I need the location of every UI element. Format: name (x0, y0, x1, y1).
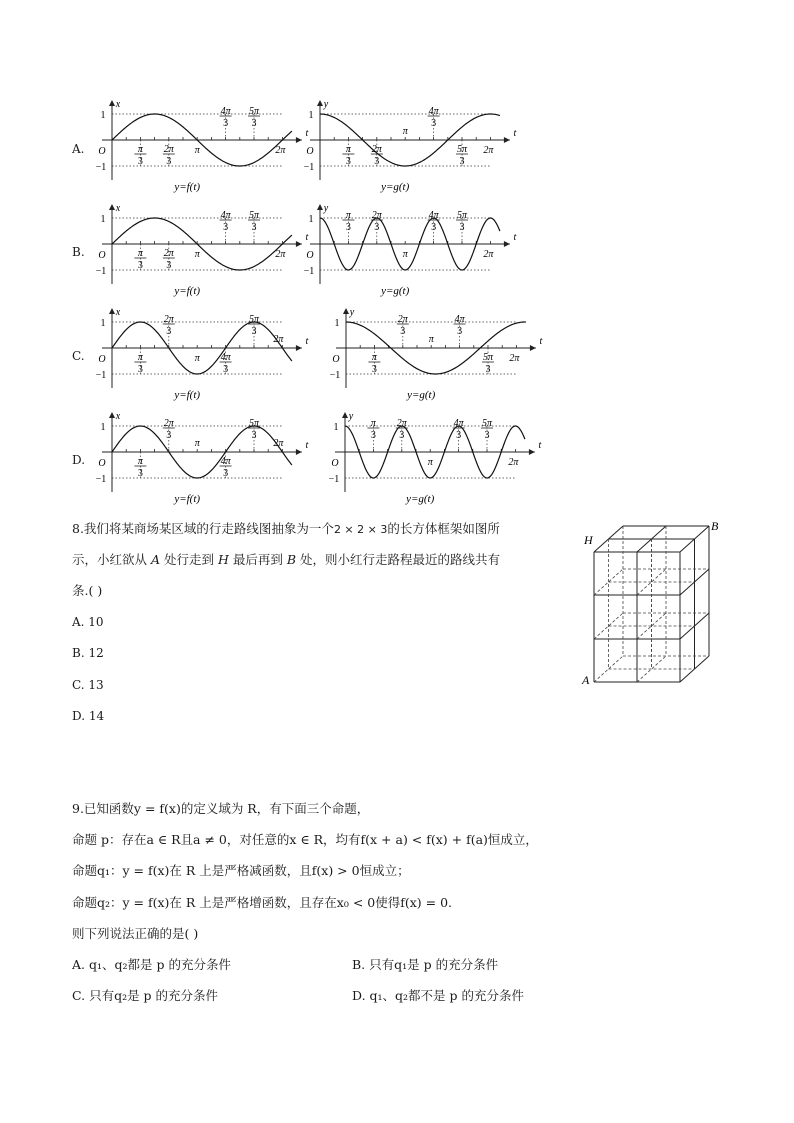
tick-label-4-num: 5π (248, 210, 260, 221)
tick-label-1-num: 2π (371, 144, 382, 155)
q9-line-3: 命题q₁：y = f(x)在 R 上是严格减函数，且f(x) > 0恒成立； (72, 863, 410, 878)
cuboid-figure (575, 512, 725, 692)
t-axis-label: t (513, 232, 517, 243)
tick-label-3-num: 4π (428, 106, 439, 117)
point-h: H (217, 552, 229, 567)
y-tick-neg1: −1 (328, 474, 340, 485)
q8-text: 示，小红欲从 (72, 552, 151, 567)
axis-var-label: y (348, 411, 354, 422)
tick-label-3-den: 3 (431, 222, 437, 233)
tick-label-3-num: 4π (428, 210, 439, 221)
t-axis-label: t (538, 440, 542, 451)
tick-label-0-den: 3 (345, 222, 351, 233)
y-tick-neg1: −1 (95, 474, 107, 485)
tick-label-1-num: 2π (163, 144, 174, 155)
option-b-letter: B. (72, 245, 85, 259)
y-tick-neg1: −1 (303, 162, 315, 173)
tick-label-3-den: 3 (223, 468, 229, 479)
graph-b-f (96, 203, 309, 297)
q9-option-d[interactable]: D. q₁、q₂都不是 p 的充分条件 (352, 988, 524, 1003)
option-c-letter: C. (72, 349, 85, 363)
q9-line-5: 则下列说法正确的是( ) (72, 926, 199, 941)
graph-a-f (96, 99, 309, 193)
q8-option-b[interactable]: B. 12 (72, 646, 104, 660)
tick-label-3-den: 3 (223, 118, 229, 129)
tick-label-4-num: 5π (456, 210, 468, 221)
y-tick-1: 1 (308, 214, 314, 225)
graph-d-g (329, 411, 542, 505)
tick-label-5: 2π (483, 249, 494, 260)
tick-label-0-num: π (137, 248, 143, 259)
axis-var-label: x (115, 99, 121, 110)
tick-label-0-den: 3 (137, 468, 143, 479)
tick-label-5: 2π (275, 249, 286, 260)
q9-option-b[interactable]: B. 只有q₁是 p 的充分条件 (352, 957, 499, 972)
tick-label-3-den: 3 (457, 326, 463, 337)
q9-option-a[interactable]: A. q₁、q₂都是 p 的充分条件 (72, 957, 231, 972)
tick-label-0-num: π (345, 210, 351, 221)
graph-b-g (304, 203, 517, 297)
graph-c-f (96, 307, 309, 401)
tick-label-1-num: 2π (163, 314, 174, 325)
origin-label: O (306, 146, 314, 157)
y-tick-neg1: −1 (95, 370, 107, 381)
tick-label-2: π (194, 353, 200, 364)
graph-caption: y=g(t) (407, 389, 436, 401)
tick-label-5: 2π (273, 438, 284, 449)
q8-line-3: 条.( ) (72, 583, 103, 598)
y-tick-1: 1 (100, 422, 106, 433)
y-tick-neg1: −1 (95, 266, 107, 277)
q8-text: 的长方体框架如图所 (387, 521, 500, 536)
point-b: B (286, 552, 297, 567)
tick-label-1-den: 3 (166, 156, 172, 167)
tick-label-3-num: 4π (220, 106, 231, 117)
tick-label-2: π (194, 145, 200, 156)
tick-label-3-num: 4π (454, 314, 465, 325)
q8-text: 8.我们将某商场某区域的行走路线图抽象为一个 (72, 521, 334, 536)
t-axis-label: t (539, 336, 543, 347)
tick-label-4-den: 3 (251, 430, 257, 441)
tick-label-3-den: 3 (431, 118, 437, 129)
tick-label-4-den: 3 (485, 364, 491, 375)
graph-a-g (304, 99, 517, 193)
option-a-letter: A. (72, 142, 85, 156)
tick-label-1-den: 3 (399, 430, 405, 441)
graph-caption: y=g(t) (381, 285, 410, 297)
tick-label-4-num: 5π (248, 418, 260, 429)
tick-label-0-den: 3 (371, 364, 377, 375)
y-tick-neg1: −1 (95, 162, 107, 173)
tick-label-4-den: 3 (251, 222, 257, 233)
tick-label-4-den: 3 (251, 326, 257, 337)
tick-label-4-num: 5π (248, 106, 260, 117)
t-axis-label: t (305, 336, 309, 347)
tick-label-1-den: 3 (374, 222, 380, 233)
tick-label-5: 2π (508, 457, 519, 468)
y-tick-1: 1 (100, 110, 106, 121)
tick-label-0-num: π (370, 418, 376, 429)
origin-label: O (98, 354, 106, 365)
tick-label-1-num: 2π (371, 210, 382, 221)
tick-label-4-num: 5π (481, 418, 493, 429)
tick-label-4-den: 3 (459, 222, 465, 233)
tick-label-0-num: π (371, 352, 377, 363)
tick-label-5: 2π (273, 334, 284, 345)
cube-label-b: B (711, 519, 719, 533)
origin-label: O (331, 458, 339, 469)
tick-label-1-den: 3 (374, 156, 380, 167)
q8-option-c[interactable]: C. 13 (72, 678, 104, 692)
tick-label-0-den: 3 (137, 156, 143, 167)
q8-line-2 (72, 553, 500, 567)
q8-text: 最后再到 (228, 552, 287, 567)
origin-label: O (332, 354, 340, 365)
cube-label-a: A (582, 673, 590, 687)
tick-label-5: 2π (509, 353, 520, 364)
tick-label-2: π (194, 438, 200, 449)
graph-d-f (96, 411, 309, 505)
axis-var-label: y (323, 203, 329, 214)
graph-caption: y=f(t) (174, 181, 201, 193)
y-tick-neg1: −1 (303, 266, 315, 277)
tick-label-1-num: 2π (163, 418, 174, 429)
axis-var-label: y (323, 99, 329, 110)
graph-caption: y=g(t) (406, 493, 435, 505)
graph-caption: y=f(t) (174, 493, 201, 505)
q8-dims: 2 × 2 × 3 (333, 523, 388, 536)
tick-label-4-den: 3 (251, 118, 257, 129)
tick-label-5: 2π (483, 145, 494, 156)
tick-label-2: π (427, 457, 433, 468)
y-tick-1: 1 (333, 422, 339, 433)
tick-label-0-num: π (345, 144, 351, 155)
tick-label-0-den: 3 (137, 260, 143, 271)
option-d-letter: D. (72, 453, 86, 467)
tick-label-1-den: 3 (400, 326, 406, 337)
axis-var-label: x (115, 203, 121, 214)
origin-label: O (98, 146, 106, 157)
q8-line-1 (72, 522, 500, 537)
tick-label-2: π (428, 334, 434, 345)
tick-label-2: π (402, 249, 408, 260)
q9-line-2: 命题 p：存在a ∈ R且a ≠ 0，对任意的x ∈ R，均有f(x + a) < f(x) + f(a)恒成立， (72, 832, 538, 847)
tick-label-1-num: 2π (397, 314, 408, 325)
axis-var-label: y (349, 307, 355, 318)
tick-label-2: π (402, 126, 408, 137)
q9-line-1: 9.已知函数y = f(x)的定义域为 R，有下面三个命题， (72, 801, 370, 816)
tick-label-3-num: 4π (453, 418, 464, 429)
tick-label-3-den: 3 (223, 222, 229, 233)
t-axis-label: t (513, 128, 517, 139)
t-axis-label: t (305, 232, 309, 243)
tick-label-0-den: 3 (370, 430, 376, 441)
tick-label-0-num: π (137, 144, 143, 155)
q8-text: 处，则小红行走路程最近的路线共有 (296, 552, 500, 567)
y-tick-1: 1 (308, 110, 314, 121)
graph-caption: y=g(t) (381, 181, 410, 193)
graph-c-g (330, 307, 543, 401)
tick-label-2: π (194, 249, 200, 260)
tick-label-1-den: 3 (166, 260, 172, 271)
tick-label-4-den: 3 (484, 430, 490, 441)
tick-label-3-den: 3 (223, 364, 229, 375)
tick-label-0-den: 3 (345, 156, 351, 167)
q8-option-a[interactable]: A. 10 (72, 615, 104, 629)
tick-label-1-den: 3 (166, 326, 172, 337)
tick-label-0-num: π (137, 352, 143, 363)
q9-line-4: 命题q₂：y = f(x)在 R 上是严格增函数，且存在x₀ < 0使得f(x) = 0. (72, 895, 452, 910)
t-axis-label: t (305, 128, 309, 139)
origin-label: O (98, 250, 106, 261)
q8-text: 处行走到 (160, 552, 218, 567)
graph-caption: y=f(t) (174, 285, 201, 297)
point-a: A (150, 552, 161, 567)
y-tick-1: 1 (334, 318, 340, 329)
axis-var-label: x (115, 307, 121, 318)
q9-option-c[interactable]: C. 只有q₂是 p 的充分条件 (72, 988, 219, 1003)
y-tick-neg1: −1 (329, 370, 341, 381)
graph-caption: y=f(t) (174, 389, 201, 401)
t-axis-label: t (305, 440, 309, 451)
tick-label-0-num: π (137, 456, 143, 467)
tick-label-0-den: 3 (137, 364, 143, 375)
graphs-canvas (0, 0, 794, 520)
origin-label: O (306, 250, 314, 261)
tick-label-4-num: 5π (456, 144, 468, 155)
tick-label-1-num: 2π (163, 248, 174, 259)
tick-label-4-num: 5π (482, 352, 494, 363)
tick-label-4-den: 3 (459, 156, 465, 167)
q8-option-d[interactable]: D. 14 (72, 709, 105, 723)
tick-label-3-num: 4π (220, 210, 231, 221)
tick-label-3-num: 4π (220, 456, 231, 467)
y-tick-1: 1 (100, 318, 106, 329)
cube-label-h: H (584, 533, 593, 547)
tick-label-1-num: 2π (396, 418, 407, 429)
tick-label-3-den: 3 (456, 430, 462, 441)
origin-label: O (98, 458, 106, 469)
axis-var-label: x (115, 411, 121, 422)
y-tick-1: 1 (100, 214, 106, 225)
tick-label-5: 2π (275, 145, 286, 156)
tick-label-4-num: 5π (248, 314, 260, 325)
tick-label-3-num: 4π (220, 352, 231, 363)
tick-label-1-den: 3 (166, 430, 172, 441)
